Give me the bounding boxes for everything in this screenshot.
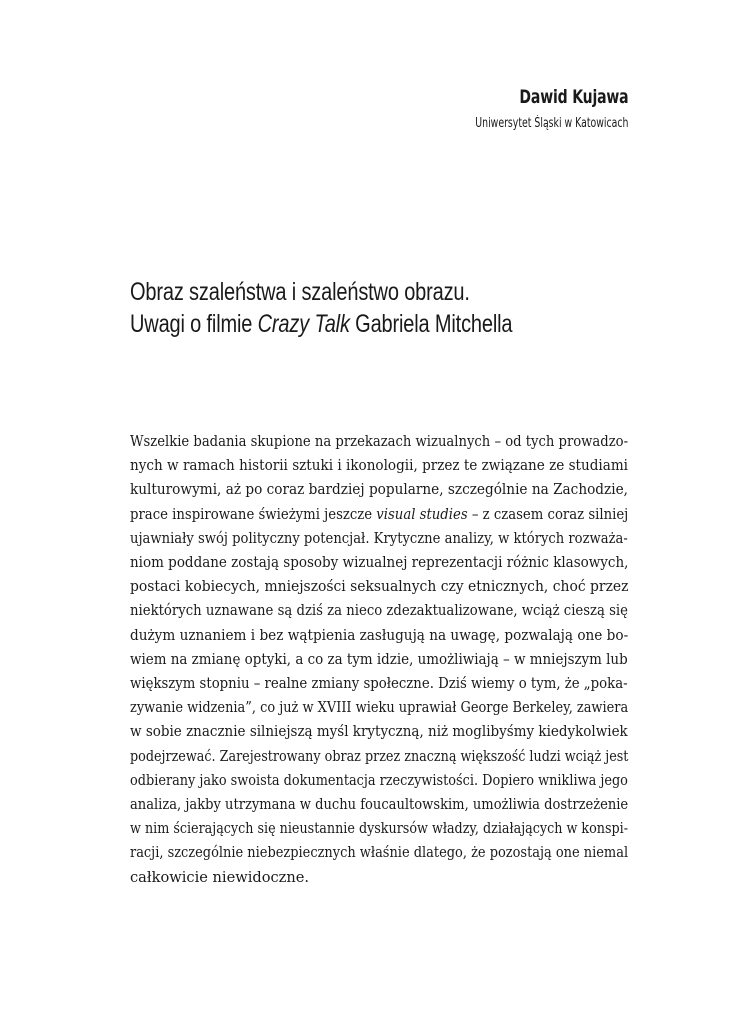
body-line-4-prefix: prace inspirowane świeżymi jeszcze xyxy=(130,505,377,523)
body-line-text: racji, szczególnie niebezpiecznych właśnie dlatego, że pozostają one niemal xyxy=(130,844,629,862)
body-line xyxy=(130,599,628,623)
body-line xyxy=(130,575,628,599)
body-line-text: kulturowymi, aż po coraz bardziej popularne, szczególnie na Zachodzie, xyxy=(130,481,628,499)
body-line xyxy=(130,793,628,817)
body-line-text: w nim ścierających się nieustannie dyskursów władzy, działających w konspi- xyxy=(130,820,629,838)
body-line-text: nych w ramach historii sztuki i ikonologii, przez te związane ze studiami xyxy=(130,457,629,475)
body-line-text: niektórych uznawane są dziś za nieco zdezaktualizowane, wciąż cieszą się xyxy=(130,602,628,620)
body-line-text: odbierany jako swoista dokumentacja rzeczywistości. Dopiero wnikliwa jego xyxy=(130,771,628,789)
body-line xyxy=(130,696,628,720)
body-line-text: w sobie znacznie silniejszą myśl krytyczną, niż moglibyśmy kiedykolwiek xyxy=(130,723,628,741)
body-line xyxy=(130,430,628,454)
author-block xyxy=(437,84,628,133)
body-paragraph xyxy=(130,430,628,890)
body-line xyxy=(130,624,628,648)
body-line-text: niom poddane zostają sposoby wizualnej reprezentacji różnic klasowych, xyxy=(130,554,629,572)
body-line xyxy=(130,454,628,478)
author-name: Dawid Kujawa xyxy=(518,86,628,108)
body-line-text: ujawniały swój polityczny potencjał. Krytyczne analizy, w których rozważa- xyxy=(130,529,628,547)
title-line-2 xyxy=(130,308,578,340)
body-line-text: wiem na zmianę optyki, a co za tym idzie, umożliwiają – w mniejszym lub xyxy=(130,650,628,668)
body-line xyxy=(130,720,628,744)
body-line-text: podejrzewać. Zarejestrowany obraz przez znaczną większość ludzi wciąż jest xyxy=(130,747,629,765)
title-line-1: Obraz szaleństwa i szaleństwo obrazu. xyxy=(130,278,470,306)
title-film-name: Crazy Talk xyxy=(257,310,350,338)
body-visual-studies: visual studies xyxy=(376,505,468,523)
body-line xyxy=(130,551,628,575)
body-line-4-suffix: – z czasem coraz silniej xyxy=(467,505,629,523)
body-line-text: postaci kobiecych, mniejszości seksualnych czy etnicznych, choć przez xyxy=(130,578,629,596)
body-line xyxy=(130,841,628,865)
body-line-text: całkowicie niewidoczne. xyxy=(130,868,310,886)
title-line-2-suffix: Gabriela Mitchella xyxy=(349,310,513,338)
body-line xyxy=(130,672,628,696)
body-line xyxy=(130,745,628,769)
article-title xyxy=(130,276,690,340)
body-line xyxy=(130,527,628,551)
title-line-2-prefix: Uwagi o filmie xyxy=(130,310,258,338)
body-line xyxy=(130,503,628,527)
body-line-text: zywanie widzenia”, co już w XVIII wieku uprawiał George Berkeley, zawiera xyxy=(130,699,629,717)
body-line xyxy=(130,478,628,502)
body-line-text: dużym uznaniem i bez wątpienia zasługują na uwagę, pozwalają one bo- xyxy=(130,626,629,644)
body-line xyxy=(130,769,628,793)
body-line xyxy=(130,817,628,841)
body-line-text xyxy=(130,503,628,527)
body-line-text: Wszelkie badania skupione na przekazach wizualnych – od tych prowadzo- xyxy=(130,433,629,450)
body-line xyxy=(130,648,628,672)
body-line xyxy=(130,866,628,890)
body-line-text: większym stopniu – realne zmiany społeczne. Dziś wiemy o tym, że „poka- xyxy=(130,675,628,693)
body-line-text: analiza, jakby utrzymana w duchu foucaultowskim, umożliwia dostrzeżenie xyxy=(130,796,629,814)
author-affiliation: Uniwersytet Śląski w Katowicach xyxy=(474,116,628,131)
